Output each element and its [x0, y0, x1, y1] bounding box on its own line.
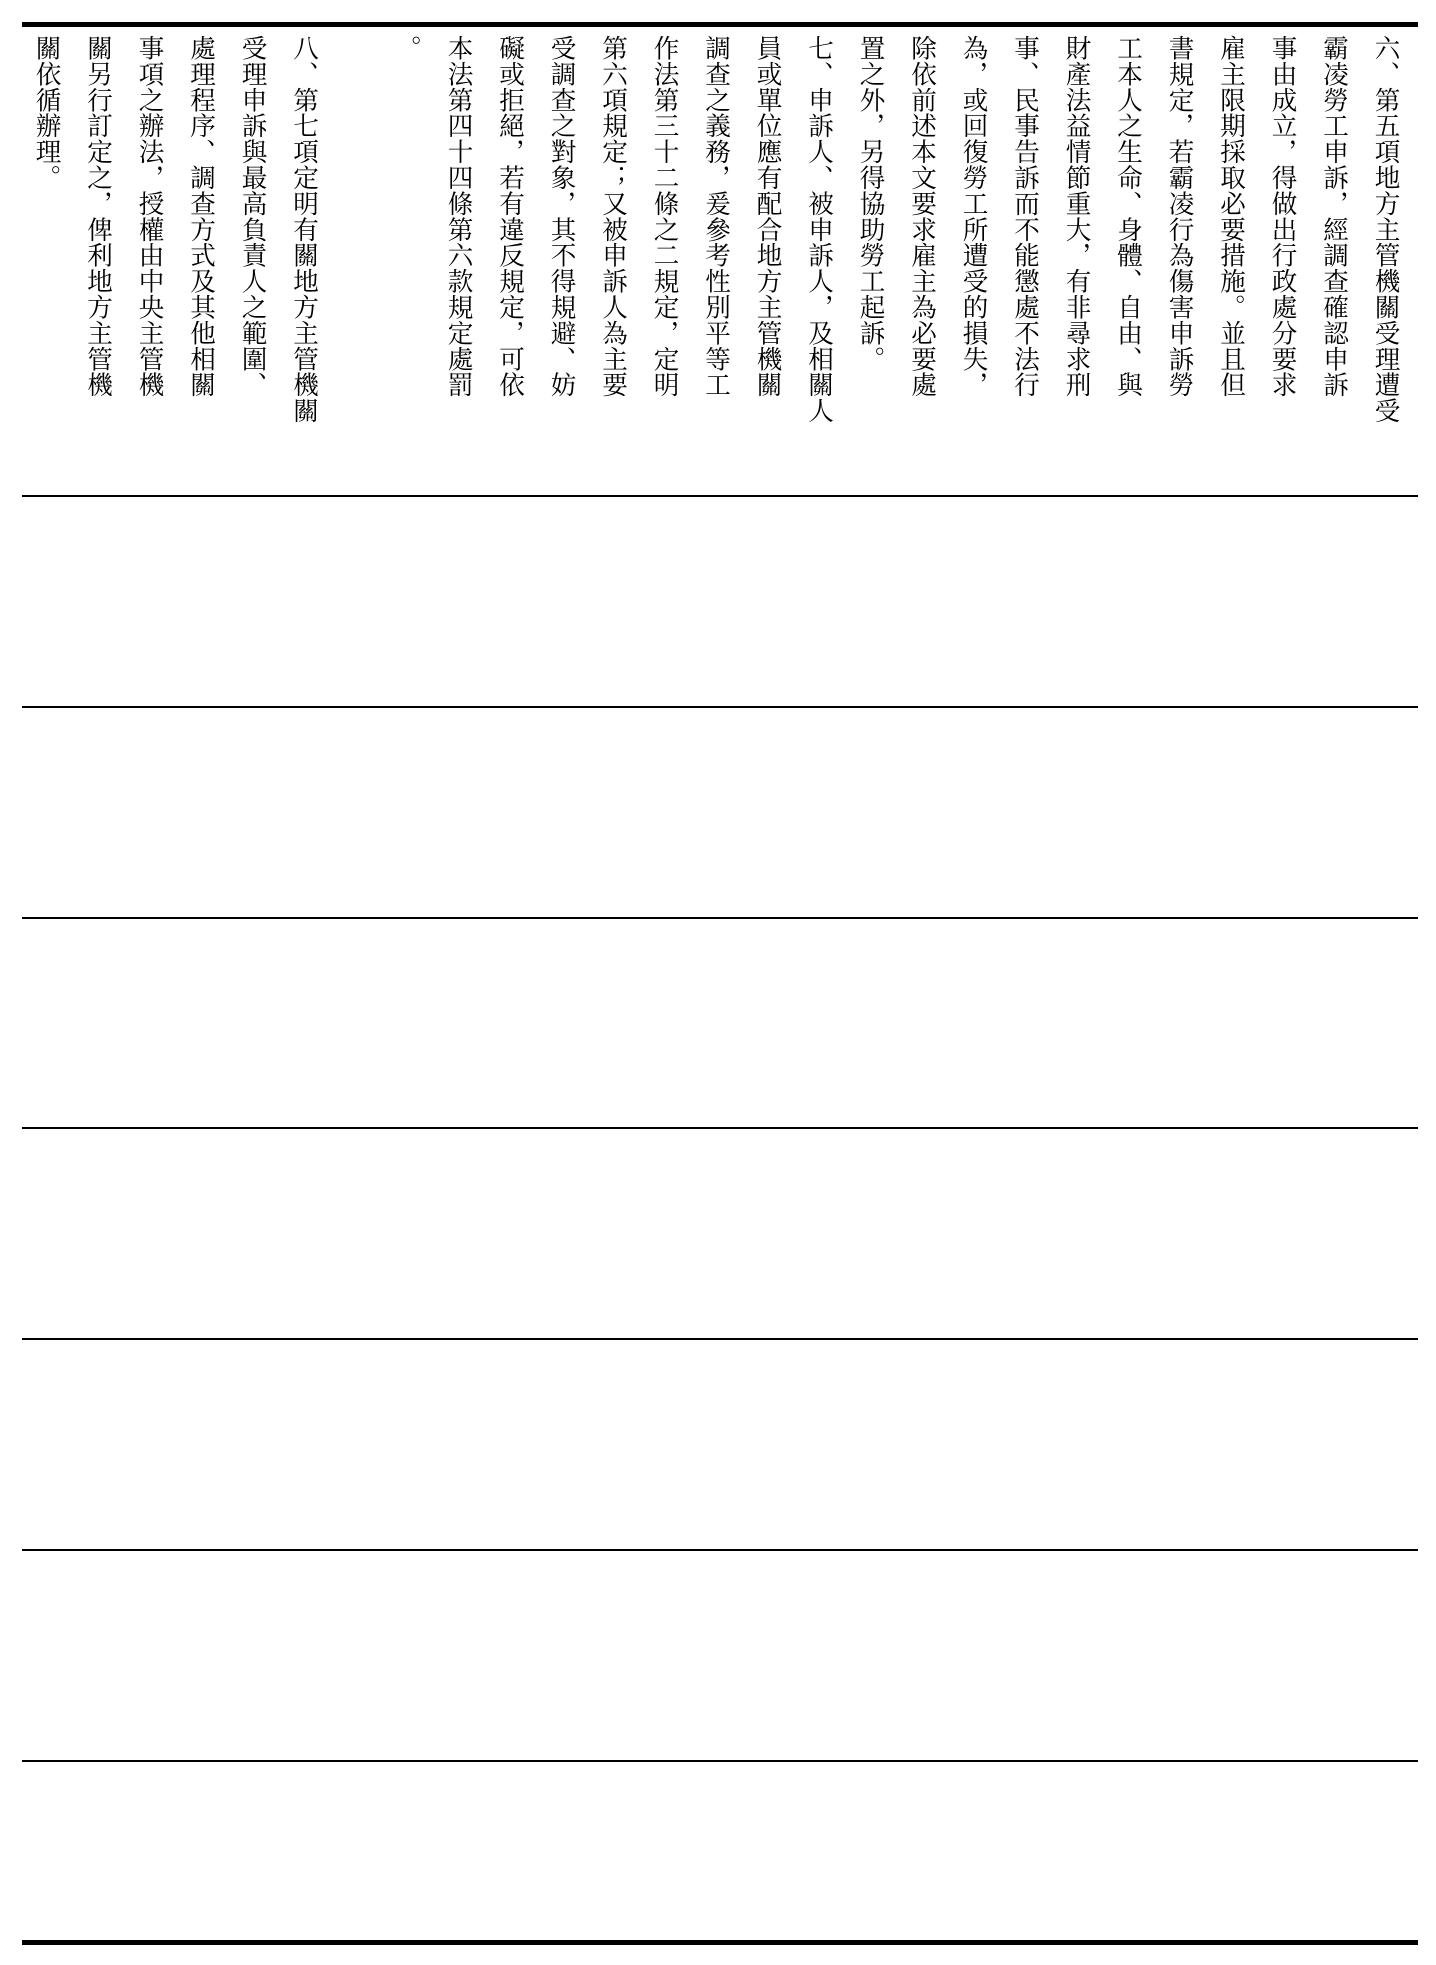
text-column: 關另行訂定之，俾利地方主管機	[83, 35, 114, 398]
text-column: 置之外，另得協助勞工起訴。	[855, 35, 886, 372]
text-column: 關依循辦理。	[31, 35, 62, 191]
text-column: 本法第四十四條第六款規定處罰	[443, 35, 474, 398]
text-column: 書規定，若霸凌行為傷害申訴勞	[1164, 35, 1195, 398]
row-divider	[22, 495, 1418, 497]
text-column: 受調查之對象，其不得規避、妨	[546, 35, 577, 398]
text-column: 六、第五項地方主管機關受理遭受	[1370, 35, 1401, 424]
text-column: 雇主限期採取必要措施。並且但	[1216, 35, 1247, 398]
text-column: 除依前述本文要求雇主為必要處	[907, 35, 938, 398]
text-column: 員或單位應有配合地方主管機關	[752, 35, 783, 398]
table-bottom-border	[22, 1940, 1418, 1945]
text-column: 霸凌勞工申訴，經調查確認申訴	[1319, 35, 1350, 398]
text-column: 受理申訴與最高負責人之範圍、	[237, 35, 268, 398]
text-column: 財產法益情節重大，有非尋求刑	[1061, 35, 1092, 398]
text-column: 第六項規定；又被申訴人為主要	[598, 35, 629, 398]
text-column: 事項之辦法，授權由中央主管機	[134, 35, 165, 398]
text-column: 事、民事告訴而不能懲處不法行	[1010, 35, 1041, 398]
text-column: 處理程序、調查方式及其他相關	[186, 35, 217, 398]
text-column: 事由成立，得做出行政處分要求	[1267, 35, 1298, 398]
row-divider	[22, 1549, 1418, 1551]
text-column: 作法第三十二條之二規定，定明	[649, 35, 680, 398]
row-divider	[22, 706, 1418, 708]
row-divider	[22, 1127, 1418, 1129]
text-column: 八、第七項定明有關地方主管機關	[289, 35, 320, 424]
row-divider	[22, 1760, 1418, 1762]
text-column: 七、申訴人、被申訴人，及相關人	[804, 35, 835, 424]
row-divider	[22, 1338, 1418, 1340]
row-divider	[22, 917, 1418, 919]
text-column: 礙或拒絕，若有違反規定，可依	[495, 35, 526, 398]
text-column: 。	[392, 35, 423, 61]
explanation-cell	[22, 27, 1418, 495]
text-column: 調查之義務，爰參考性別平等工	[701, 35, 732, 398]
text-column: 為，或回復勞工所遭受的損失，	[958, 35, 989, 398]
text-column: 工本人之生命、身體、自由、與	[1113, 35, 1144, 398]
